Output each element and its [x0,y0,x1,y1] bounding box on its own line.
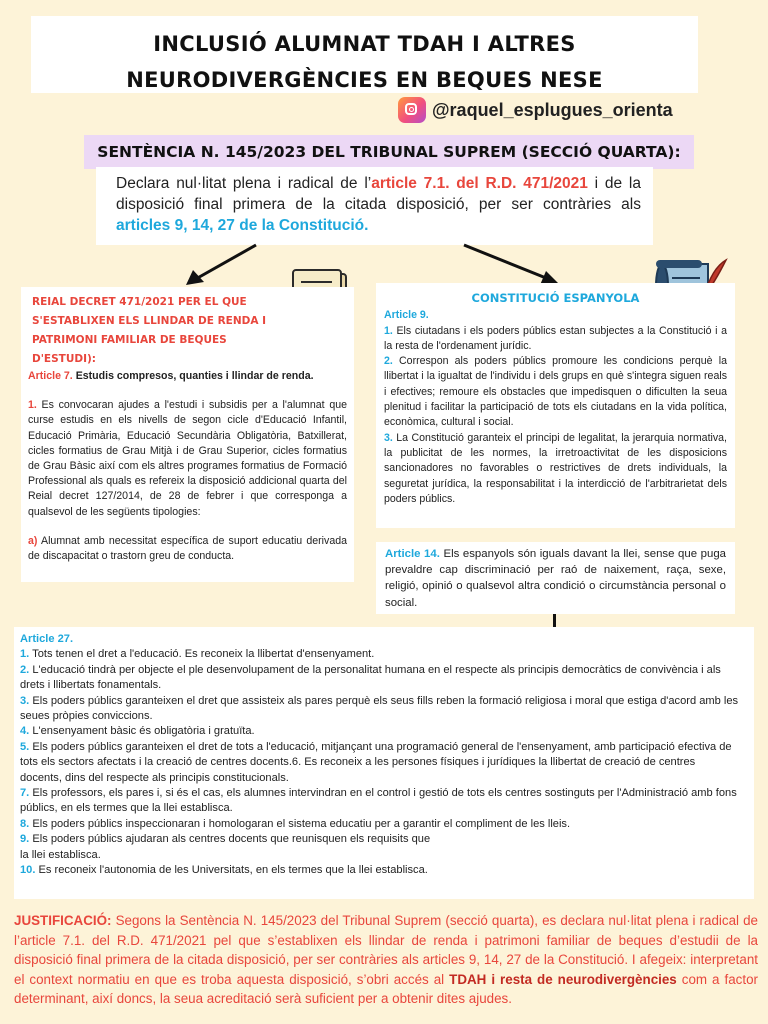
article27-item-num: 7. [20,787,30,800]
article27-item-text: Es reconeix l'autonomia de les Universitats, en els termes que la llei establisca. [35,864,428,877]
article7-p1-num: 1. [28,399,37,412]
spacer [28,384,347,398]
article9-item-num: 1. [384,324,393,337]
article27-item-num: 1. [20,648,30,661]
article27-item [20,817,748,832]
article27-item [20,647,748,662]
constitucio-box [376,283,735,528]
article27-item-text: Els professors, els pares i, si és el cas, els alumnes intervindran en el control i gestió de tots els centres sostinguts per l'Administració amb fons públics, en els termes que la llei establisca. [20,787,737,815]
arrow-right-line [464,245,546,278]
page-title-line1: INCLUSIÓ ALUMNAT TDAH I ALTRES [153,32,576,56]
handle-text: @raquel_esplugues_orienta [432,99,673,120]
article27-item [20,740,748,786]
article9-item-num: 3. [384,431,393,444]
page-title-line2: NEURODIVERGÈNCIES EN BEQUES NESE [126,68,603,92]
article7-paragraph-a [28,534,347,564]
justificacio-label: JUSTIFICACIÓ: [14,913,112,928]
article27-item-num: 5. [20,740,30,753]
article9-item [384,431,727,507]
article27-item-text: Tots tenen el dret a l'educació. Es reconeix la llibertat d'ensenyament. [29,648,375,661]
article14-text: Els espanyols són iguals davant la llei, sense que puga prevaldre cap discriminació per raó de naixement, raça, sexe, religió, opinió o qualsevol altra condició o circumstància personal o social. [385,548,726,609]
declara-highlight-b: articles 9, 14, 27 de la Constitució. [116,217,369,234]
article9-item-text: Els ciutadans i els poders públics estan subjectes a la Constitució i a la resta de l'ordenament jurídic. [384,324,727,352]
article27-list [20,647,748,878]
article27-item-text: Els poders públics garanteixen el dret de tots a l'educació, mitjançant una programació general de l'ensenyament, amb participació efectiva de tots els sectors afectats i la creació de centres docents.6. Es reconeix a les persones físiques i jurídiques la llibertat de creació de centres docents, dins del respecte als principis constitucionals. [20,740,732,784]
article9-item [384,354,727,430]
article27-item-num: 10. [20,864,36,877]
article14-label: Article 14. [385,548,440,560]
justificacio-text-b: com a factor determinant, així doncs, la seua acreditació serà suficient per a obtenir dites ajudes. [14,971,758,1007]
arrow-left-line [194,245,256,280]
article27-item-text: L'ensenyament bàsic és obligatòria i gratuïta. [29,725,255,738]
article27-item [20,786,748,817]
spacer [28,520,347,534]
justificacio-paragraph [14,911,758,1009]
declara-text-a: Declara nul·litat plena i radical de l’ [116,175,372,192]
article27-item [20,663,748,694]
article27-item [20,694,748,725]
article7-pa-num: a) [28,534,38,547]
article27-item-num: 8. [20,817,30,830]
article7-label: Article 7. [28,370,73,382]
article7-pa-text: Alumnat amb necessitat específica de suport educatiu derivada de discapacitat o trastorn greu de conducta. [28,534,347,563]
reial-decret-heading [28,293,273,369]
reial-heading-line: S'ESTABLIXEN ELS LLINDAR DE RENDA I [32,315,267,327]
article27-item-num: 9. [20,833,30,846]
article9-label: Article 9. [384,309,429,322]
connector-line [553,614,556,628]
justificacio-highlight: TDAH i resta de neurodivergències [449,971,677,987]
article27-item-num: 3. [20,694,30,707]
declara-text-b: i de la disposició final primera de la citada disposició, per ser contràries als [116,175,641,213]
social-handle[interactable] [398,96,673,124]
article27-item-text: Els poders públics inspeccionaran i homologaran el sistema educatiu per a garantir el compliment de les lleis. [29,817,571,830]
article27-label: Article 27. [20,633,74,645]
constitucio-heading: CONSTITUCIÓ ESPANYOLA [471,291,640,305]
article27-item [20,724,748,739]
article27-item-text: Els poders públics ajudaran als centres docents que reunisquen els requisits que la llei establisca. [20,833,431,861]
article9-item-text: La Constitució garanteix el principi de legalitat, la jerarquia normativa, la publicitat de les normes, la irretroactivitat de les disposicions sancionadores no favorables o restrictives de drets individuals, la seguretat jurídica, la responsabilitat i la interdicció de l'arbitrarietat dels poders públics. [384,431,727,505]
declara-highlight-a: article 7.1. del R.D. 471/2021 [371,175,588,192]
declara-box [96,167,653,245]
justificacio-text-a: Segons la Sentència N. 145/2023 del Tribunal Suprem (secció quarta), es declara nul·litat plena i radical de l’article 7.1. del R.D. 471/2021 pel que s’establixen els llindar de renda i patrimoni familiar de beques d’estudii de la disposició final primera de la citada disposició, per ser contràries als articles 9, 14, 27 de la Constitució. I afegeix: interpretant el context normatiu en que es troba aquesta disposició, s’obri accés al [14,913,758,987]
article9-item [384,324,727,355]
article7-paragraph-1 [28,398,347,520]
title-box [31,16,698,93]
article27-item-text: L'educació tindrà per objecte el ple desenvolupament de la personalitat humana en el respecte als principis democràtics de convivència i als drets i llibertats fonamentals. [20,663,721,692]
article27-item [20,832,748,863]
article7-heading: Estudis compresos, quanties i llindar de renda. [72,370,314,382]
article9-item-text: Correspon als poders públics promoure les condicions perquè la llibertat i la igualtat de l'individu i dels grups en què s'integra siguen reals i efectives; remoure els obstacles que impedisquen o dificulten la seua plenitud i facilitar la participació de tots els ciutadans en la vida política, econòmica, cultural i social. [384,355,727,429]
reial-heading-line: PATRIMONI FAMILIAR DE BEQUES D'ESTUDI): [32,334,227,365]
article27-item-text: Els poders públics garanteixen el dret que assisteix als pares perquè els seus fills reben la formació religiosa i moral que estiga d'acord amb les seues pròpies conviccions. [20,694,739,723]
article27-item [20,863,748,878]
instagram-icon [398,97,426,123]
article9-item-num: 2. [384,355,393,368]
reial-decret-box [21,287,354,582]
sentencia-heading: SENTÈNCIA N. 145/2023 DEL TRIBUNAL SUPREM (SECCIÓ QUARTA): [84,135,694,169]
article14-box [376,542,735,614]
article7-title [28,369,347,384]
article27-item-num: 2. [20,663,30,676]
article27-item-num: 4. [20,725,30,738]
article7-p1-text: Es convocaran ajudes a l'estudi i subsidis per a l'alumnat que curse estudis en els nivells de segon cicle d'Educació Infantil, Educació Primària, Educació Secundària Obligatòria, Batxillerat, cicles formatius de Grau Mitjà i de Grau Superior, cicles formatius de Grau Bàsic així com els altres programes formatius de Formació Professional als quals es refereix la disposició addicional quarta del Reial decret 127/2014, de 28 de febrer i que corresponga a qualsevol de les següents tipologies: [28,399,347,518]
reial-heading-line: REIAL DECRET 471/2021 PER EL QUE [32,296,247,308]
article27-box [14,627,754,899]
